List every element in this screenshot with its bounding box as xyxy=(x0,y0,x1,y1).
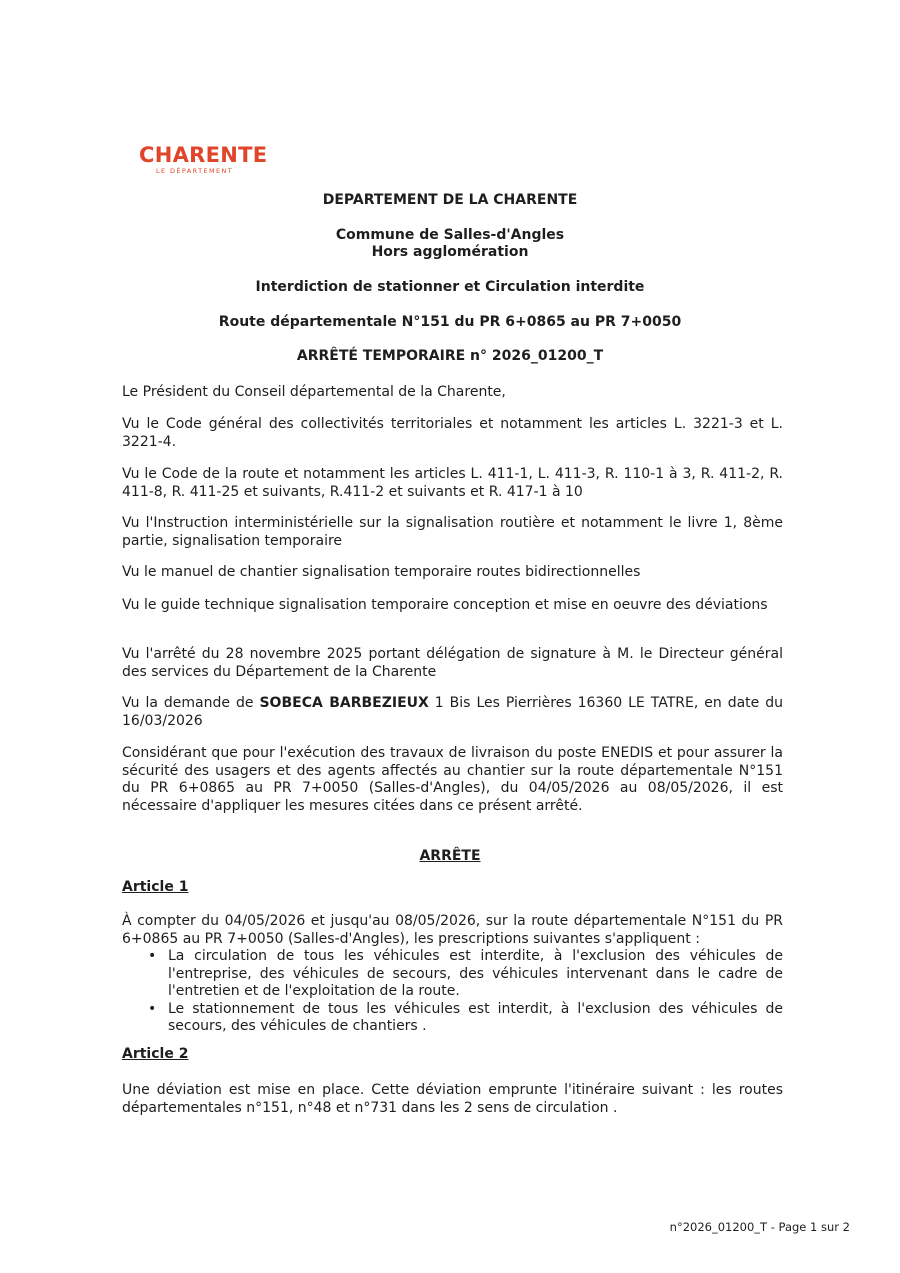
bullet-text: La circulation de tous les véhicules est interdite, à l'exclusion des véhicules de l'entreprise, des véhicules de secours, des véhicules intervenant dans le cadre de l'entretien et de l'exploitation de la route. xyxy=(168,948,783,999)
bullet-icon: • xyxy=(148,948,157,964)
arrete-title: ARRÊTE xyxy=(419,848,481,864)
president-line: Le Président du Conseil départemental de la Charente, xyxy=(122,384,506,400)
department-heading: DEPARTEMENT DE LA CHARENTE xyxy=(322,192,578,208)
vu-manuel: Vu le manuel de chantier signalisation temporaire routes bidirectionnelles xyxy=(122,564,641,580)
article-2-text: Une déviation est mise en place. Cette déviation emprunte l'itinéraire suivant : les routes départementales n°151, n°48 et n°731 dans les 2 sens de circulation . xyxy=(122,1082,783,1116)
article-1-bullets xyxy=(146,948,783,1036)
article-1-intro: À compter du 04/05/2026 et jusqu'au 08/05/2026, sur la route départementale N°151 du PR 6+0865 au PR 7+0050 (Salles-d'Angles), les prescriptions suivantes s'appliquent : xyxy=(122,913,783,947)
vu-demande-company: SOBECA BARBEZIEUX xyxy=(259,695,429,711)
vu-demande xyxy=(122,695,783,730)
article-2-title: Article 2 xyxy=(122,1046,189,1062)
page-footer: n°2026_01200_T - Page 1 sur 2 xyxy=(669,1220,850,1234)
vu-cgct: Vu le Code général des collectivités territoriales et notamment les articles L. 3221-3 et L. 3221-4. xyxy=(122,416,783,450)
vu-instruction: Vu l'Instruction interministérielle sur la signalisation routière et notamment le livre 1, 8ème partie, signalisation temporaire xyxy=(122,515,783,549)
bullet-text: Le stationnement de tous les véhicules est interdit, à l'exclusion des véhicules de secours, des véhicules de chantiers . xyxy=(168,1000,783,1034)
subject-heading: Interdiction de stationner et Circulation interdite xyxy=(255,279,645,295)
vu-demande-prefix: Vu la demande de xyxy=(122,695,254,711)
arrete-number-heading: ARRÊTÉ TEMPORAIRE n° 2026_01200_T xyxy=(296,348,604,364)
list-item xyxy=(146,948,783,1001)
vu-arrete-delegation: Vu l'arrêté du 28 novembre 2025 portant délégation de signature à M. le Directeur général des services du Département de la Charente xyxy=(122,646,783,680)
vu-guide: Vu le guide technique signalisation temporaire conception et mise en oeuvre des déviations xyxy=(122,597,768,613)
road-heading: Route départementale N°151 du PR 6+0865 au PR 7+0050 xyxy=(218,314,682,330)
zone-heading: Hors agglomération xyxy=(371,244,529,260)
commune-heading: Commune de Salles-d'Angles xyxy=(335,227,565,243)
vu-demande-suffix: 1 Bis Les Pierrières 16360 LE TATRE, en date du 16/03/2026 xyxy=(122,695,784,729)
considerant: Considérant que pour l'exécution des travaux de livraison du poste ENEDIS et pour assurer la sécurité des usagers et des agents affectés au chantier sur la route départementale N°151 du PR 6+0865 au PR 7+0050 (Salles-d'Angles), du 04/05/2026 au 08/05/2026, il est nécessaire d'appliquer les mesures citées dans ce présent arrêté. xyxy=(122,745,783,814)
logo-wordmark: CHARENTE xyxy=(139,143,268,167)
article-1-title: Article 1 xyxy=(122,879,189,895)
vu-code-route: Vu le Code de la route et notamment les articles L. 411-1, L. 411-3, R. 110-1 à 3, R. 411-2, R. 411-8, R. 411-25 et suivants, R.411-2 et suivants et R. 417-1 à 10 xyxy=(122,466,783,500)
charente-logo xyxy=(139,143,279,175)
bullet-icon: • xyxy=(148,1000,157,1017)
list-item xyxy=(146,1001,783,1036)
logo-subtitle: LE DÉPARTEMENT xyxy=(156,167,234,175)
